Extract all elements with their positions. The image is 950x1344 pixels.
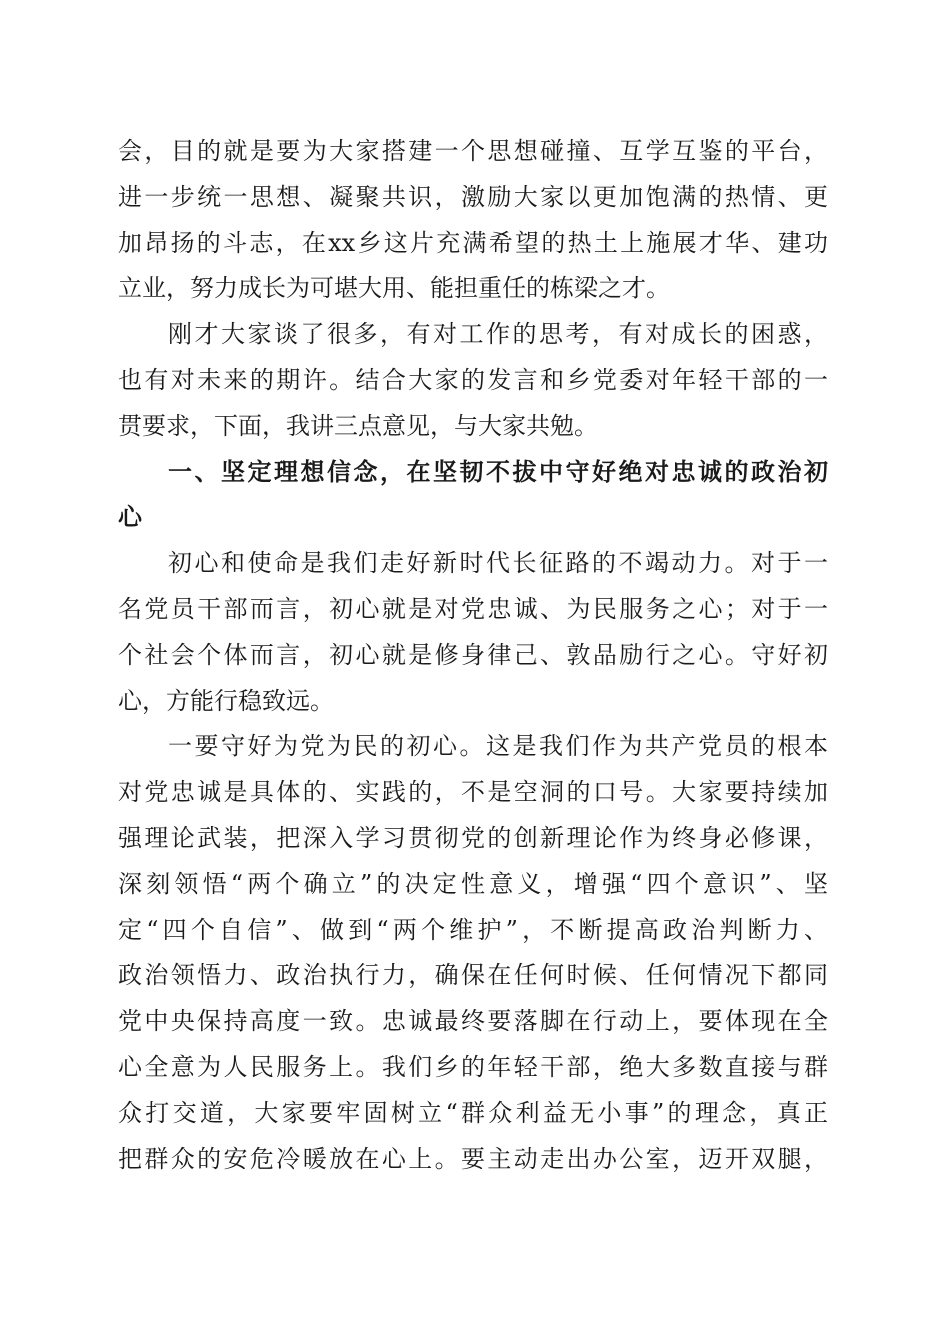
text-line: 政治领悟力、政治执行力，确保在任何时候、任何情况下都同: [118, 961, 828, 990]
section-heading-line: 心: [118, 503, 142, 532]
text-line: 心全意为人民服务上。我们乡的年轻干部，绝大多数直接与群: [118, 1052, 828, 1081]
text-line: 加昂扬的斗志，在xx乡这片充满希望的热土上施展才华、建功: [118, 228, 828, 257]
text-line: 初心和使命是我们走好新时代长征路的不竭动力。对于一: [168, 549, 828, 578]
document-body: [118, 129, 828, 1182]
text-line: 定“四个自信”、做到“两个维护”，不断提高政治判断力、: [118, 915, 828, 944]
text-line: 进一步统一思想、凝聚共识，激励大家以更加饱满的热情、更: [118, 182, 828, 211]
text-line: 也有对未来的期许。结合大家的发言和乡党委对年轻干部的一: [118, 365, 828, 394]
text-line: 名党员干部而言，初心就是对党忠诚、为民服务之心；对于一: [118, 594, 828, 623]
text-line: 把群众的安危冷暖放在心上。要主动走出办公室，迈开双腿，: [118, 1144, 828, 1173]
text-line: 个社会个体而言，初心就是修身律己、敦品励行之心。守好初: [118, 640, 828, 669]
text-line: 会，目的就是要为大家搭建一个思想碰撞、互学互鉴的平台，: [118, 137, 828, 165]
text-line: 众打交道，大家要牢固树立“群众利益无小事”的理念，真正: [118, 1098, 828, 1127]
text-line: 心，方能行稳致远。: [118, 686, 334, 715]
text-line: 刚才大家谈了很多，有对工作的思考，有对成长的困惑，: [168, 320, 828, 349]
section-heading-line: 一、坚定理想信念，在坚韧不拔中守好绝对忠诚的政治初: [168, 457, 828, 486]
text-line: 党中央保持高度一致。忠诚最终要落脚在行动上，要体现在全: [118, 1007, 828, 1036]
text-line: 强理论武装，把深入学习贯彻党的创新理论作为终身必修课，: [118, 823, 828, 852]
text-line: 对党忠诚是具体的、实践的，不是空洞的口号。大家要持续加: [118, 778, 828, 807]
text-line: 立业，努力成长为可堪大用、能担重任的栋梁之才。: [118, 274, 670, 303]
text-line: 贯要求，下面，我讲三点意见，与大家共勉。: [118, 411, 598, 440]
text-line: 一要守好为党为民的初心。这是我们作为共产党员的根本: [168, 732, 828, 761]
text-line: 深刻领悟“两个确立”的决定性意义，增强“四个意识”、坚: [118, 869, 828, 898]
